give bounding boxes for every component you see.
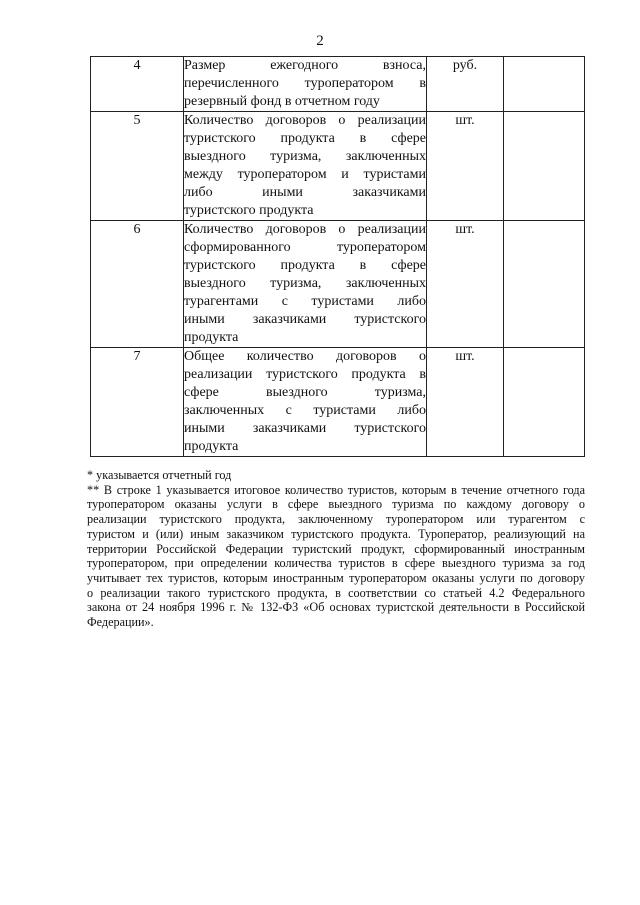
row-number: 4 <box>91 57 184 112</box>
footnote-line: о реализации такого туристского продукта, в соответствии со статьей 4.2 Федерального <box>87 585 585 600</box>
description-line: Количество договоров о реализации <box>184 113 426 128</box>
description-line: Количество договоров о реализации <box>184 222 426 237</box>
footnote-line: Федерации». <box>87 615 154 630</box>
description-line: резервный фонд в отчетном году <box>184 94 380 109</box>
description-line: Размер ежегодного взноса, <box>184 58 426 73</box>
table-row <box>91 112 585 221</box>
description-line: туристского продукта в сфере <box>184 258 426 273</box>
description-line: Общее количество договоров о <box>184 349 426 364</box>
footnote-line: туроператором оказаны услуги в сфере выездного туризма по каждому договору о <box>87 497 585 512</box>
row-unit: шт. <box>427 221 504 348</box>
row-description <box>184 348 427 457</box>
description-line: иными заказчиками туристского <box>184 312 426 327</box>
description-line: сформированного туроператором <box>184 240 426 255</box>
footnotes <box>87 468 585 630</box>
table-row <box>91 348 585 457</box>
row-number: 7 <box>91 348 184 457</box>
description-line: выездного туризма, заключенных <box>184 276 426 291</box>
page-number: 2 <box>316 33 324 49</box>
description-line: сфере выездного туризма, <box>184 385 426 400</box>
description-line: реализации туристского продукта в <box>184 367 426 382</box>
description-line: иными заказчиками туристского <box>184 421 426 436</box>
footnote-line: ** В строке 1 указывается итоговое количество туристов, которым в течение отчетного года <box>87 482 585 497</box>
row-value <box>504 112 585 221</box>
description-line: продукта <box>184 330 239 345</box>
row-value <box>504 221 585 348</box>
row-unit: руб. <box>427 57 504 112</box>
footnote-line: реализации туристского продукта, заключенному туроператором или турагентом с <box>87 512 585 527</box>
footnote-line: туроператором, при определении количества туристов в сфере выездного туризма за год <box>87 556 585 571</box>
row-value <box>504 348 585 457</box>
footnote-line: территории Российской Федерации туристский продукт, сформированный иностранным <box>87 541 585 556</box>
row-unit: шт. <box>427 112 504 221</box>
description-line: выездного туризма, заключенных <box>184 149 426 164</box>
description-line: либо иными заказчиками <box>184 185 426 200</box>
row-description <box>184 221 427 348</box>
table-row <box>91 57 585 112</box>
footnote-reporting-year: * указывается отчетный год <box>87 468 232 482</box>
description-line: туристского продукта <box>184 203 314 218</box>
description-line: между туроператором и туристами <box>184 167 426 182</box>
row-description <box>184 112 427 221</box>
row-unit: шт. <box>427 348 504 457</box>
footnote-line: туристом и (или) иным заказчиком туристского продукта. Туроператор, реализующий на <box>87 526 585 541</box>
report-table <box>90 56 585 457</box>
description-line: заключенных с туристами либо <box>184 403 426 418</box>
row-number: 5 <box>91 112 184 221</box>
description-line: перечисленного туроператором в <box>184 76 426 91</box>
description-line: турагентами с туристами либо <box>184 294 426 309</box>
table-row <box>91 221 585 348</box>
description-line: продукта <box>184 439 239 454</box>
footnote-line: учитывает тех туристов, которым иностранным туроператором оказаны услуги по договору <box>87 570 585 585</box>
row-number: 6 <box>91 221 184 348</box>
footnote-line: закона от 24 ноября 1996 г. № 132-ФЗ «Об основах туристской деятельности в Российской <box>87 600 585 615</box>
row-description <box>184 57 427 112</box>
row-value <box>504 57 585 112</box>
description-line: туристского продукта в сфере <box>184 131 426 146</box>
